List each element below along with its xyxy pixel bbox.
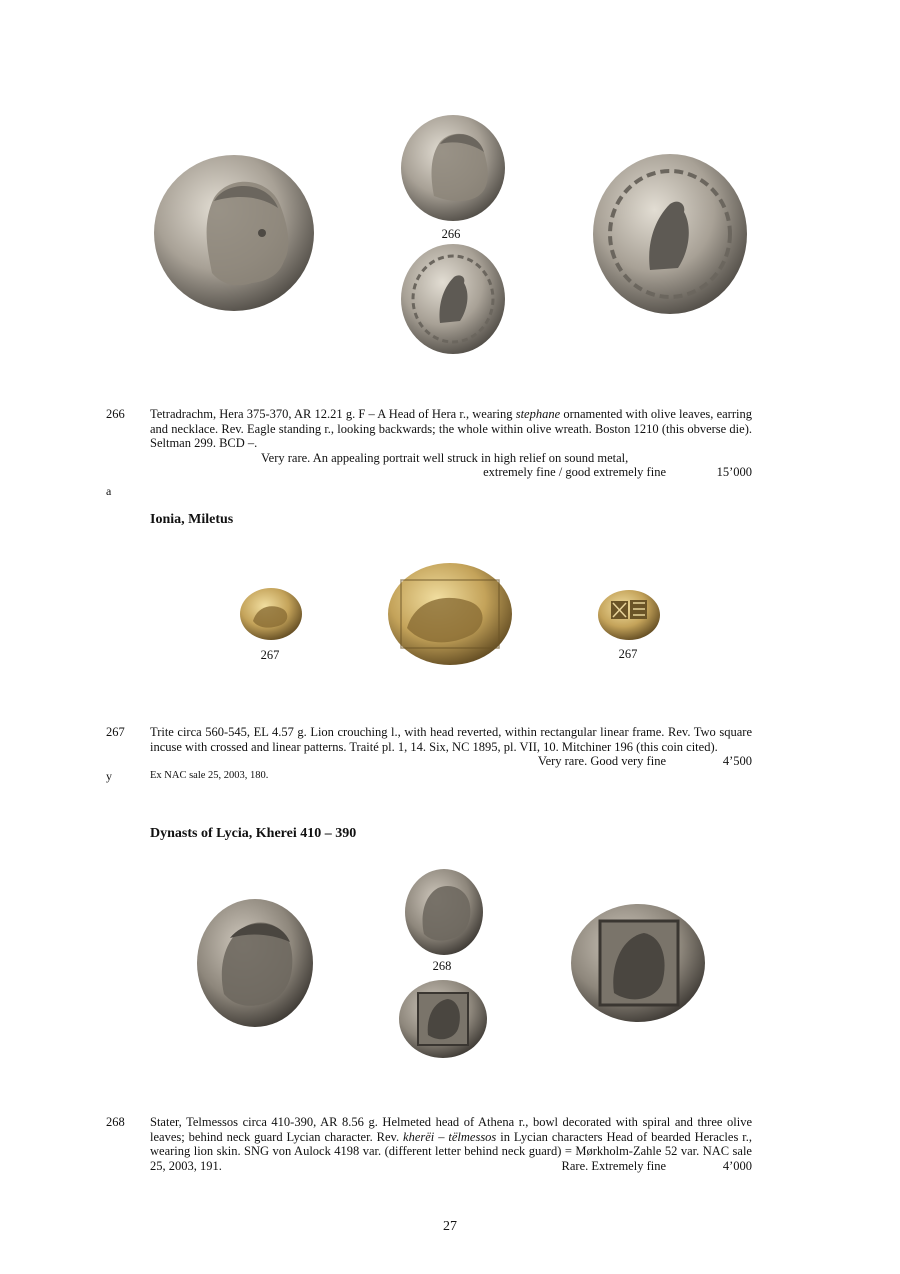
heracles-reverse-small-coin xyxy=(398,979,488,1059)
lot-267-description: Trite circa 560-545, EL 4.57 g. Lion crouching l., with head reverted, within rectangular linear frame. Rev. Two square incuse with crossed and linear patterns. Traité pl. 1, 14. Six, NC 1895, pl. VII, 10. Mitchiner 196 (this coin cited). Very rare. Good very fine 4’500 Ex NAC sale 25, 2003, 180. xyxy=(150,725,752,783)
lot-266-description: Tetradrachm, Hera 375-370, AR 12.21 g. F – A Head of Hera r., wearing stephane ornamented with olive leaves, earring and necklace. Rev. Eagle standing r., looking backwards; the whole within olive wreath. Boston 1210 (this obverse die). Seltman 299. BCD –. Very rare. An appealing portrait well struck in high relief on sound metal, extremely fine / good extremely fine 15’000 xyxy=(150,407,752,479)
lot-estimate: 4’000 xyxy=(722,1158,752,1173)
lot-estimate: 15’000 xyxy=(716,465,752,479)
eagle-reverse-small-coin xyxy=(400,243,506,355)
lot-grade: Rare. Extremely fine xyxy=(561,1158,666,1173)
lot-268-photo-caption: 268 xyxy=(432,959,452,973)
lot-267-photo-caption-left: 267 xyxy=(260,648,280,662)
athena-obverse-small-coin xyxy=(404,868,484,956)
lot-number: 268 xyxy=(106,1115,125,1129)
margin-mark: a xyxy=(106,484,112,498)
lot-266-photo-caption: 266 xyxy=(441,227,461,241)
lot-number: 266 xyxy=(106,407,125,421)
hera-obverse-small-coin xyxy=(400,114,506,222)
hera-obverse-large-coin xyxy=(152,153,316,313)
incuse-reverse-coin xyxy=(597,589,661,641)
lot-268-description: Stater, Telmessos circa 410-390, AR 8.56 g. Helmeted head of Athena r., bowl decorated with spiral and three olive leaves; behind neck guard Lycian character. Rev. kherëi – tëlmessos in Lycian characters Head of bearded Heracles r., wearing lion skin. SNG von Aulock 4198 var. (different letter behind neck guard) = Mørkholm-Zahle 52 var. NAC sale 25, 2003, 191. Rare. Extremely fine 4’000 xyxy=(150,1115,752,1173)
lot-provenance: Ex NAC sale 25, 2003, 180. xyxy=(150,769,269,781)
lot-grade: Very rare. Good very fine xyxy=(537,754,666,768)
lot-grade: extremely fine / good extremely fine xyxy=(483,465,666,479)
eagle-reverse-large-coin xyxy=(592,152,748,315)
heracles-reverse-large-coin xyxy=(570,903,706,1023)
lion-electrum-large-coin xyxy=(387,562,513,666)
page-number: 27 xyxy=(443,1219,457,1234)
section-heading: Ionia, Miletus xyxy=(150,512,234,527)
lion-electrum-small-coin xyxy=(239,587,303,641)
margin-mark: y xyxy=(106,769,112,783)
lot-estimate: 4’500 xyxy=(722,754,752,768)
lot-267-photo-caption-right: 267 xyxy=(618,647,638,661)
athena-obverse-large-coin xyxy=(196,898,314,1028)
section-heading: Dynasts of Lycia, Kherei 410 – 390 xyxy=(150,826,357,841)
lot-remark: Very rare. An appealing portrait well struck in high relief on sound metal, xyxy=(261,450,629,465)
lot-number: 267 xyxy=(106,725,125,739)
